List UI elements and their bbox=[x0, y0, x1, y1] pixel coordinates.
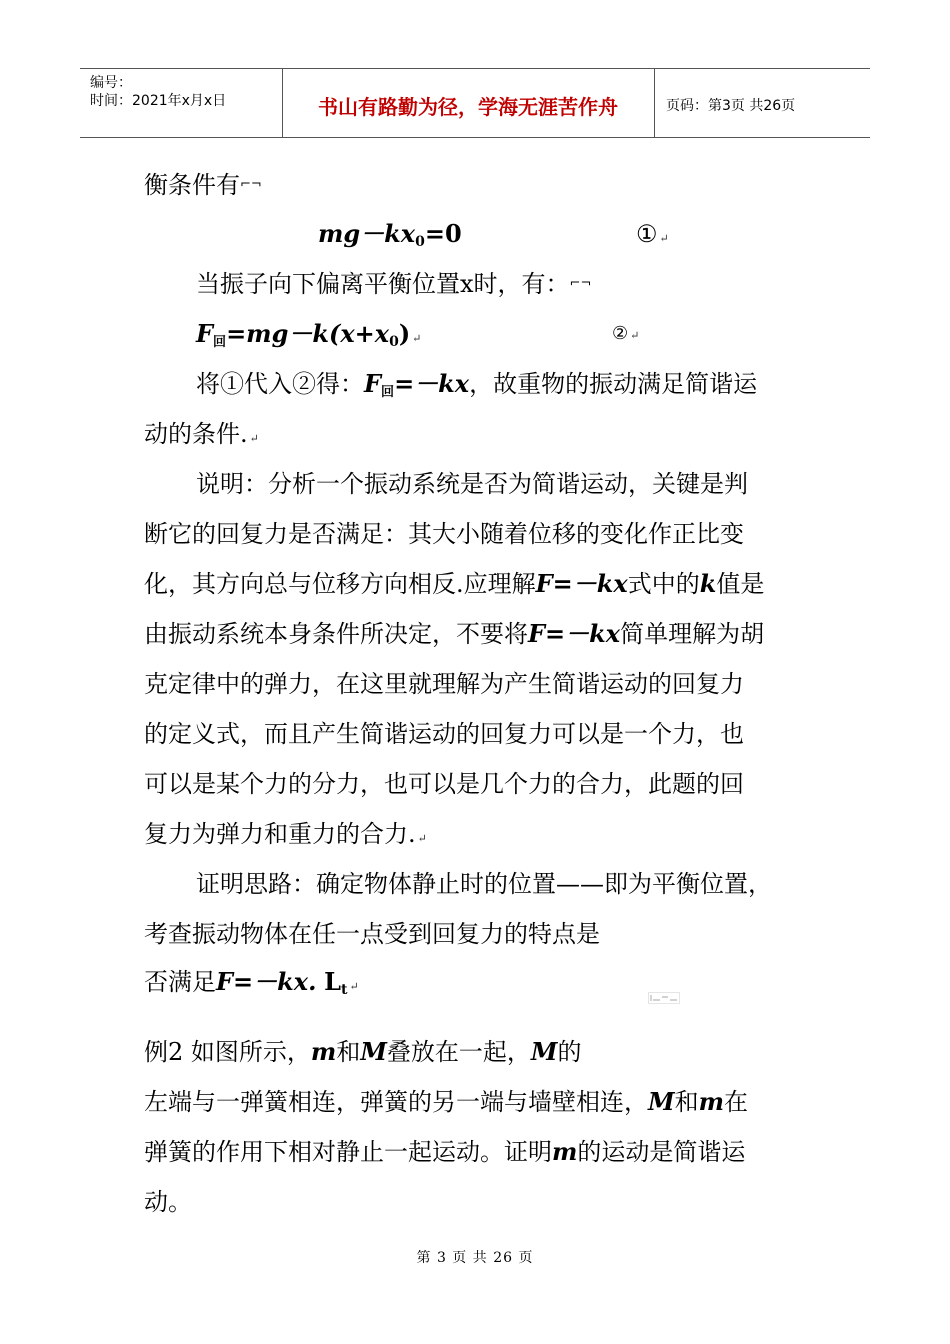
equation-1-number: ① ↵ bbox=[636, 220, 669, 248]
return-mark-icon: ↵ bbox=[249, 432, 259, 445]
text-line-9: 克定律中的弹力，在这里就理解为产生简谐运动的回复力 bbox=[144, 670, 744, 698]
example-line-2: 左端与一弹簧相连，弹簧的另一端与墙壁相连，M和m在 bbox=[144, 1087, 748, 1116]
example-line-3: 弹簧的作用下相对静止一起运动。证明m的运动是简谐运 bbox=[144, 1137, 746, 1166]
text-line-11: 可以是某个力的分力，也可以是几个力的合力，此题的回 bbox=[144, 770, 744, 798]
doc-number-label: 编号： bbox=[90, 75, 132, 91]
paragraph-mark-icon: ⌐¬ bbox=[240, 177, 262, 192]
equation-2: $F_回=mg-k(x+x_0)$ ↵ bbox=[196, 319, 422, 350]
header-motto-cell bbox=[282, 69, 655, 137]
text-line-4: 动的条件. ↵ bbox=[144, 420, 259, 448]
paragraph-mark-icon: ⌐¬ bbox=[569, 276, 592, 291]
text-line-1: 衡条件有⌐¬ bbox=[144, 171, 262, 199]
equation-2-number: ② ↵ bbox=[612, 323, 640, 344]
example-line-4: 动。 bbox=[144, 1188, 192, 1216]
header-page-cell bbox=[654, 69, 870, 137]
text-line-15: 否满足F=－kx. $L_t$ ↵ bbox=[144, 967, 359, 998]
text-line-12: 复力为弹力和重力的合力. ↵ bbox=[144, 820, 427, 848]
header-left-cell bbox=[80, 69, 283, 137]
small-figure-image bbox=[648, 992, 680, 1004]
return-mark-icon: ↵ bbox=[349, 980, 359, 993]
text-line-14: 考查振动物体在任一点受到回复力的特点是 bbox=[144, 920, 600, 948]
text-line-5: 说明：分析一个振动系统是否为简谐运动，关键是判 bbox=[196, 470, 748, 498]
text-line-10: 的定义式，而且产生简谐运动的回复力可以是一个力，也 bbox=[144, 720, 744, 748]
page-header bbox=[80, 68, 870, 138]
text-line-8: 由振动系统本身条件所决定，不要将F=－kx简单理解为胡 bbox=[144, 619, 765, 648]
equation-1: $mg-kx_0=0$ bbox=[318, 219, 462, 250]
time-label: 时间：2021年x月x日 bbox=[90, 93, 227, 109]
text-line-6: 断它的回复力是否满足：其大小随着位移的变化作正比变 bbox=[144, 520, 744, 548]
example-line-1: 例2 如图所示，m和M叠放在一起，M的 bbox=[144, 1037, 582, 1066]
text-line-13: 证明思路：确定物体静止时的位置——即为平衡位置， bbox=[196, 870, 772, 898]
motto-text: 书山有路勤为径，学海无涯苦作舟 bbox=[318, 95, 618, 119]
text-line-7: 化，其方向总与位移方向相反.应理解F=－kx式中的k值是 bbox=[144, 569, 765, 598]
return-mark-icon: ↵ bbox=[630, 329, 640, 342]
return-mark-icon: ↵ bbox=[412, 332, 422, 345]
return-mark-icon: ↵ bbox=[659, 232, 669, 245]
text-line-2: 当振子向下偏离平衡位置x时，有：⌐¬ bbox=[196, 270, 592, 298]
return-mark-icon: ↵ bbox=[417, 832, 427, 845]
text-line-3: 将①代入②得：$F_回=-kx$，故重物的振动满足简谐运 bbox=[196, 369, 758, 400]
page-info: 页码：第3页 共26页 bbox=[666, 98, 796, 114]
page-footer: 第 3 页 共 26 页 bbox=[416, 1250, 534, 1266]
